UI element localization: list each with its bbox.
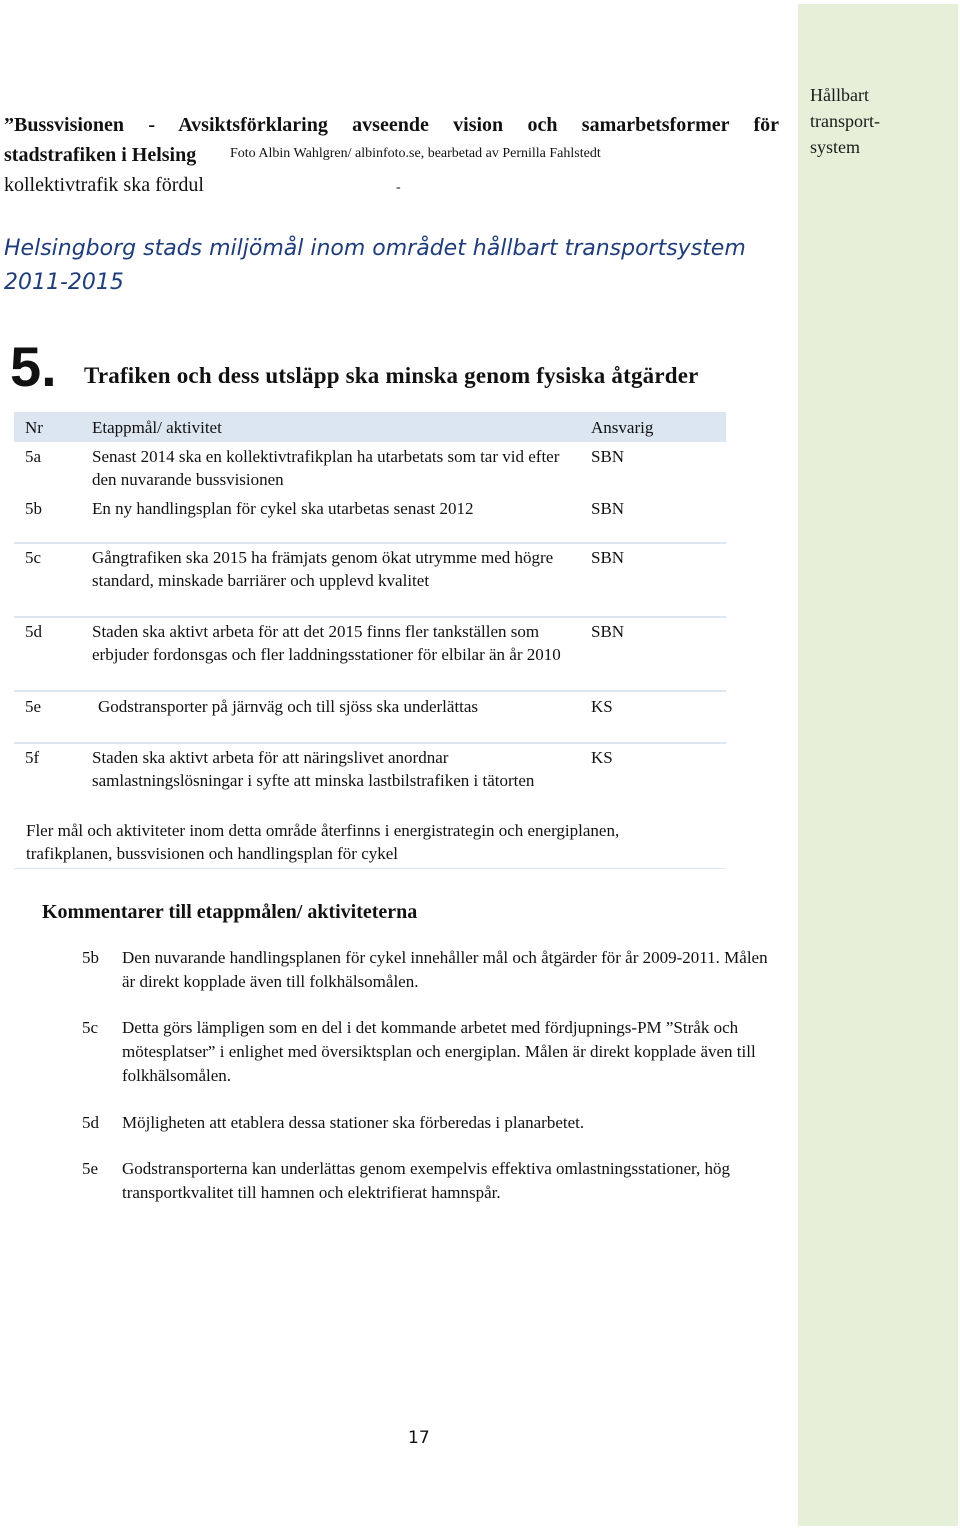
goal-heading: Helsingborg stads miljömål inom området hållbart transportsystem 2011-2015 xyxy=(4,236,746,295)
comments-title: Kommentarer till etappmålen/ aktiviteterna xyxy=(42,901,418,923)
table-row xyxy=(14,442,726,494)
sidebar-panel xyxy=(798,4,958,1526)
row-activity: Senast 2014 ska en kollektivtrafikplan ha utarbetats som tar vid efter den nuvarande bussvisionen xyxy=(92,447,560,489)
table-row xyxy=(14,744,726,818)
photo-credit: Foto Albin Wahlgren/ albinfoto.se, bearbetad av Pernilla Fahlstedt xyxy=(222,138,642,198)
comment-nr: 5d xyxy=(82,1113,99,1132)
comment-nr: 5b xyxy=(82,948,99,967)
header-responsible: Ansvarig xyxy=(591,418,654,437)
row-activity: Staden ska aktivt arbeta för att näringslivet anordnar samlastningslösningar i syfte att minska lastbilstrafiken i tätorten xyxy=(92,748,535,790)
comment-text: Möjligheten att etablera dessa stationer ska förberedas i planarbetet. xyxy=(122,1113,585,1132)
intro-line-1: ”Bussvisionen - Avsiktsförklaring avseende vision och samarbetsformer för xyxy=(4,114,779,136)
row-responsible: KS xyxy=(591,697,613,716)
row-responsible: SBN xyxy=(591,499,625,518)
comment-text: Godstransporterna kan underlättas genom exempelvis effektiva omlastningsstationer, hög transportkvalitet till hamnen och elektrifierat hamnspår. xyxy=(122,1159,731,1202)
table-footer-text: Fler mål och aktiviteter inom detta område återfinns i energistrategin och energiplanen, trafikplanen, bussvisionen och handlingsplan för cykel xyxy=(26,821,620,863)
row-nr: 5f xyxy=(25,748,40,767)
comment-nr: 5e xyxy=(82,1159,99,1178)
comment-nr: 5c xyxy=(82,1018,99,1037)
row-activity: Gångtrafiken ska 2015 ha främjats genom ökat utrymme med högre standard, minskade barriärer och upplevd kvalitet xyxy=(92,548,554,590)
comment-text: Detta görs lämpligen som en del i det kommande arbetet med fördjupnings-PM ”Stråk och mötesplatser” i enlighet med översiktsplan och energiplan. Målen är direkt kopplade även till folkhälsomålen. xyxy=(122,1018,756,1085)
row-nr: 5e xyxy=(25,697,42,716)
row-activity: Staden ska aktivt arbeta för att det 2015 finns fler tankställen som erbjuder fordonsgas och fler laddningsstationer för elbilar än år 2010 xyxy=(92,622,561,664)
goals-table xyxy=(14,412,726,869)
row-nr: 5a xyxy=(25,447,42,466)
row-activity: En ny handlingsplan för cykel ska utarbetas senast 2012 xyxy=(92,499,474,518)
row-responsible: SBN xyxy=(591,622,625,641)
row-nr: 5d xyxy=(25,622,42,641)
page-number: 17 xyxy=(408,1428,430,1448)
header-nr: Nr xyxy=(25,418,43,437)
row-responsible: KS xyxy=(591,748,613,767)
row-nr: 5b xyxy=(25,499,42,518)
table-row xyxy=(14,618,726,690)
row-responsible: SBN xyxy=(591,548,625,567)
table-footer-row xyxy=(14,818,726,868)
intro-line-2: stadstrafiken i Helsing xyxy=(4,144,197,166)
sidebar-label: Hållbart transport- system xyxy=(810,85,880,157)
photo-dash: - xyxy=(396,180,401,195)
comment-text: Den nuvarande handlingsplanen för cykel innehåller mål och åtgärder för år 2009-2011. Målen är direkt kopplade även till folkhälsomålen. xyxy=(122,948,768,991)
row-nr: 5c xyxy=(25,548,42,567)
row-activity: Godstransporter på järnväg och till sjöss ska underlättas xyxy=(98,697,479,716)
section-title: Trafiken och dess utsläpp ska minska genom fysiska åtgärder xyxy=(84,363,699,388)
table-row xyxy=(14,692,726,742)
section-number: 5. xyxy=(10,335,57,398)
table-row xyxy=(14,494,726,542)
row-responsible: SBN xyxy=(591,447,625,466)
table-row xyxy=(14,544,726,616)
table-header xyxy=(14,412,726,442)
header-activity: Etappmål/ aktivitet xyxy=(92,418,222,437)
intro-line-3: kollektivtrafik ska fördul xyxy=(4,174,204,196)
